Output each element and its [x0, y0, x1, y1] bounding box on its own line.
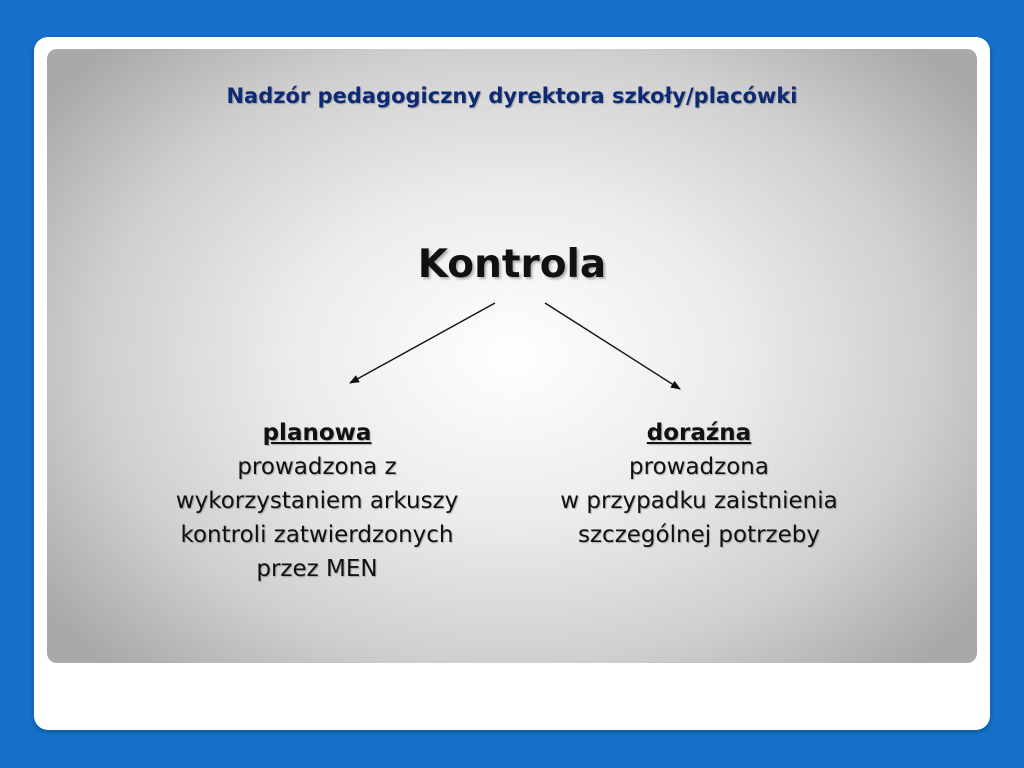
- branch-heading-planowa: planowa: [262, 420, 372, 446]
- branch-planowa: [127, 416, 507, 586]
- branch-text-line: prowadzona z: [237, 454, 397, 480]
- branch-text-line: szczególnej potrzeby: [578, 522, 820, 548]
- branch-text-line: kontroli zatwierdzonych: [180, 522, 454, 548]
- branch-text-line: wykorzystaniem arkuszy: [175, 488, 459, 514]
- branch-text-line: w przypadku zaistnienia: [560, 488, 838, 514]
- slide-panel: [47, 49, 977, 663]
- branch-text-line: przez MEN: [256, 556, 378, 582]
- branch-dorazna: [509, 416, 889, 552]
- arrow-to-dorazna: [545, 303, 680, 389]
- root-node-kontrola: Kontrola: [417, 242, 607, 287]
- slide-title: Nadzór pedagogiczny dyrektora szkoły/placówki: [226, 84, 798, 108]
- arrow-to-planowa: [350, 303, 495, 383]
- branch-text-line: prowadzona: [629, 454, 769, 480]
- branch-heading-dorazna: doraźna: [646, 420, 752, 446]
